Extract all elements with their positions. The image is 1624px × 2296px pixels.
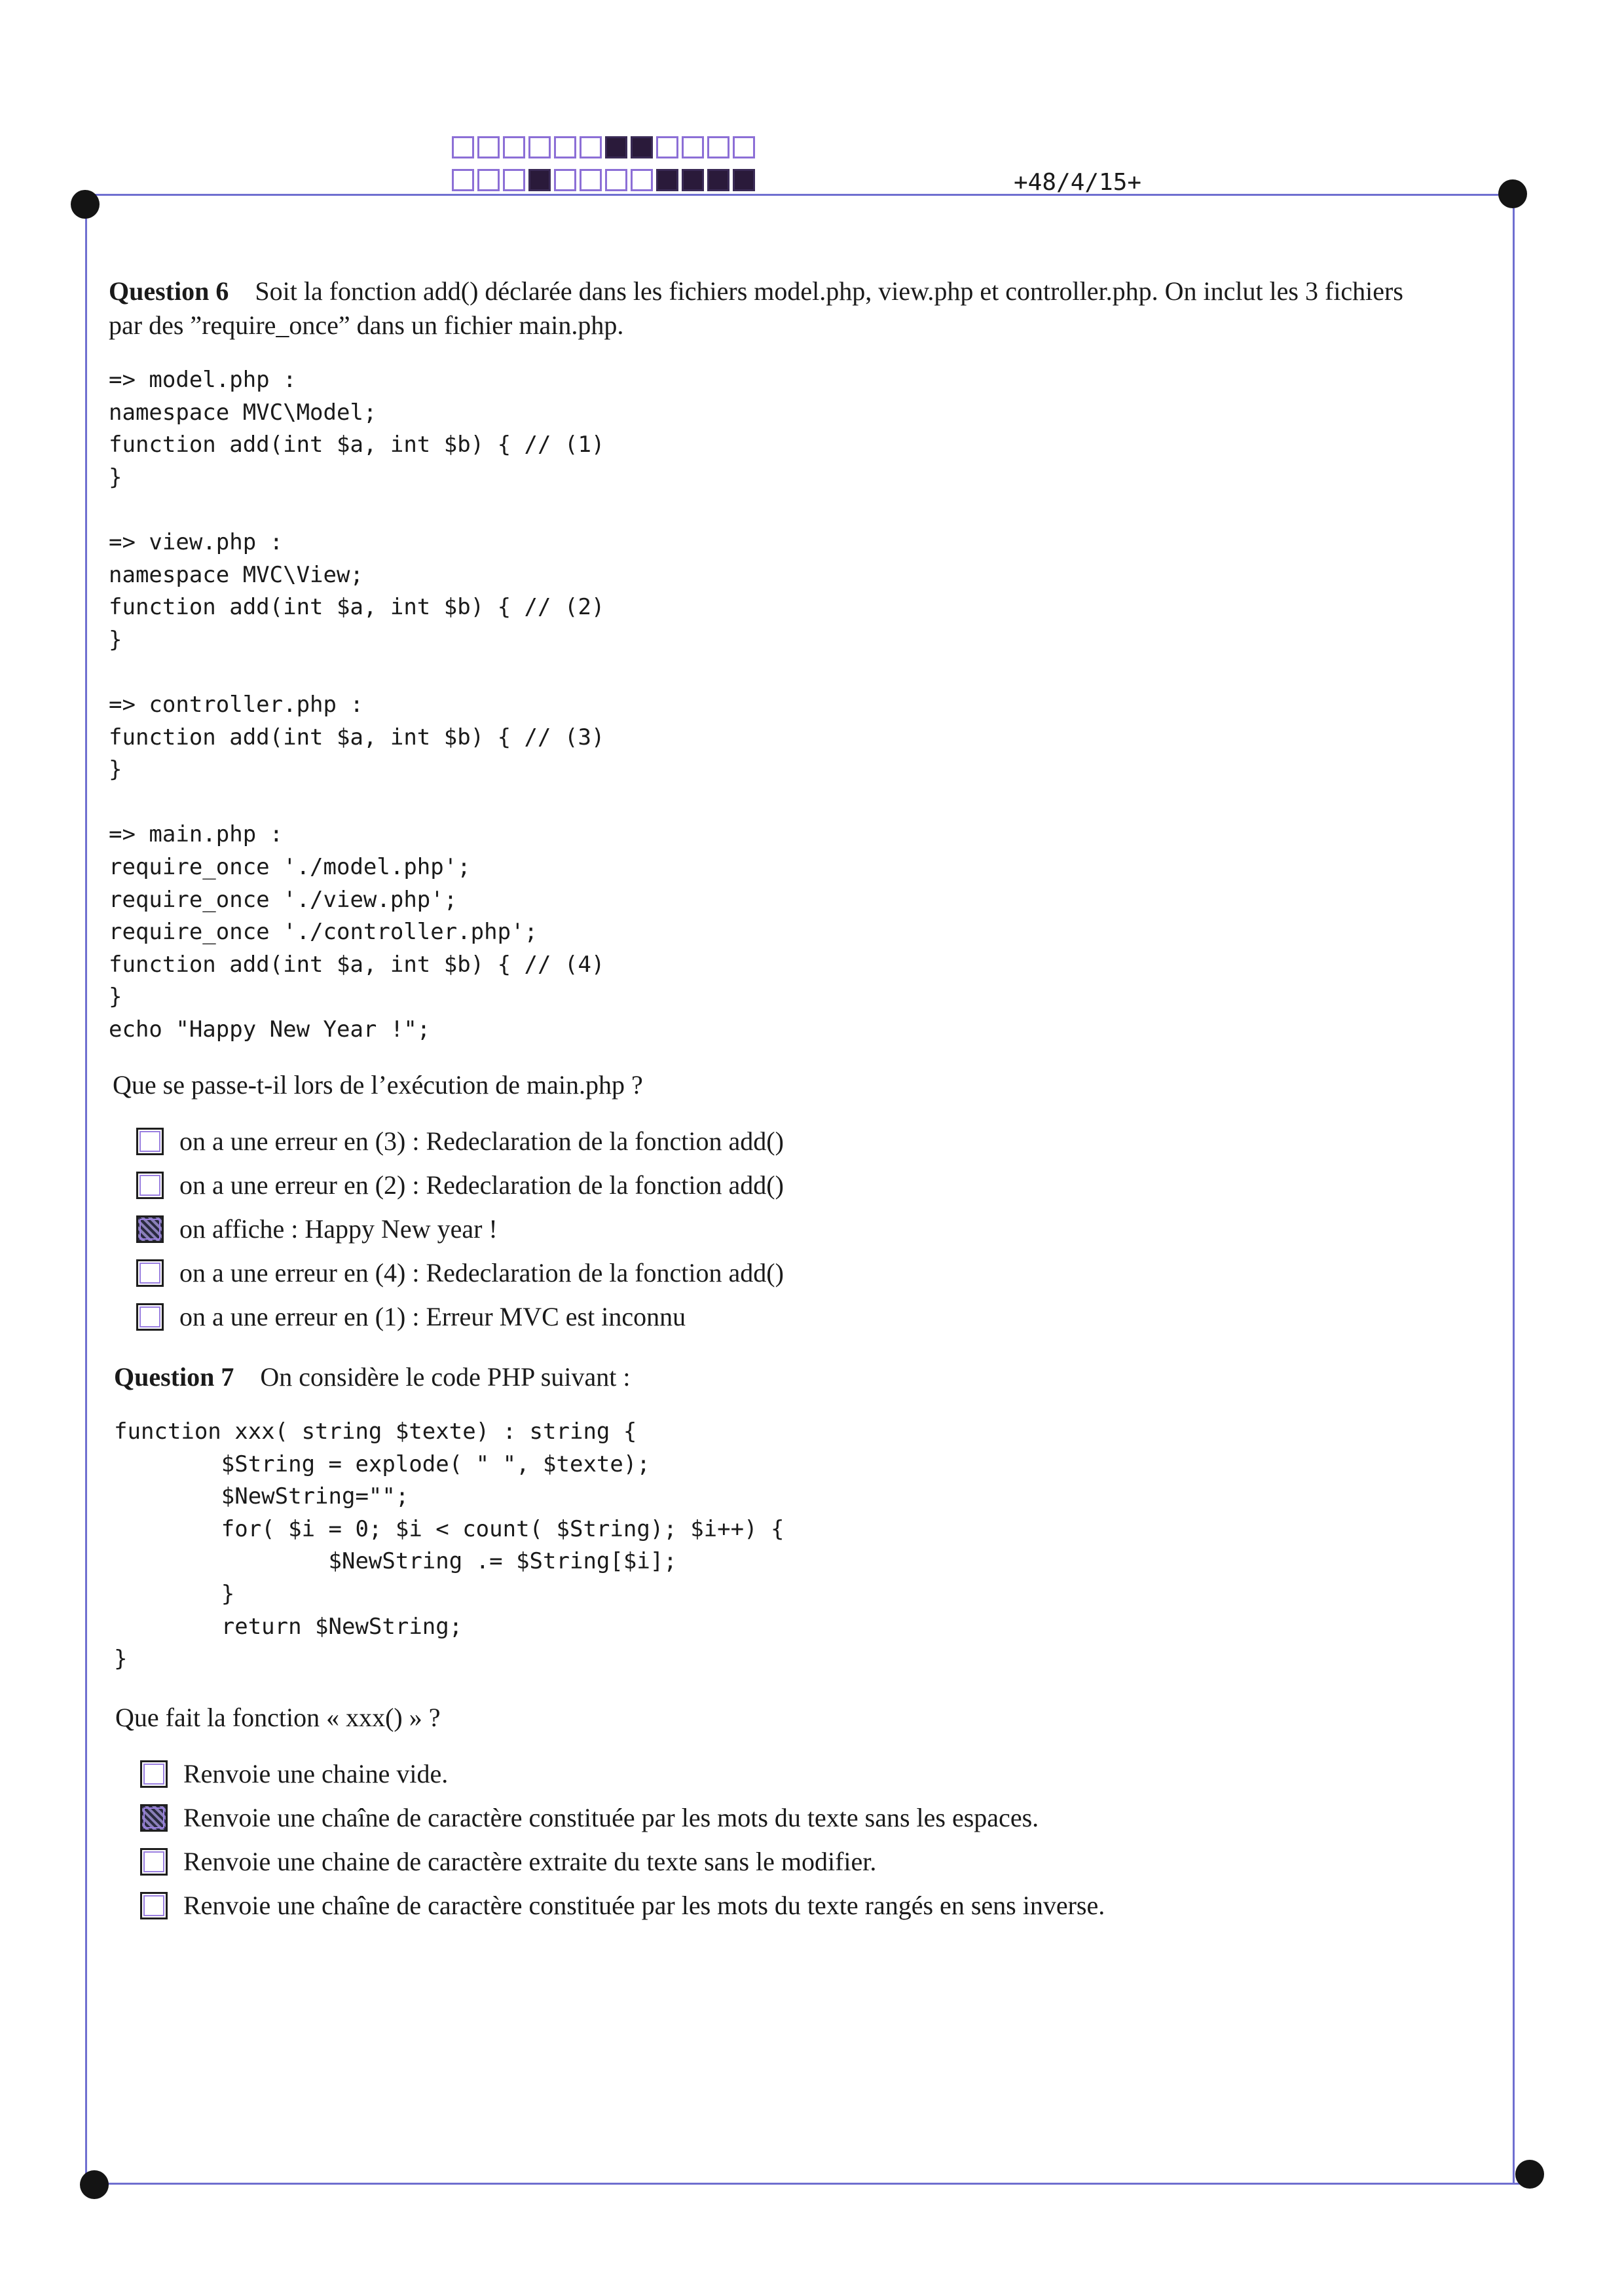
question-6-intro-line1: Soit la fonction add() déclarée dans les fichiers model.php, view.php et controller.php. On inclut les 3 fichiers: [255, 276, 1403, 306]
question-6-prompt: Que se passe-t-il lors de l’exécution de main.php ?: [113, 1070, 643, 1100]
corner-mark-top-right: [1498, 179, 1527, 208]
code-bit: [733, 136, 755, 158]
frame-top-line: [85, 194, 1514, 196]
code-bit: [656, 169, 678, 191]
frame-left-line: [85, 194, 87, 2185]
question-7-prompt: Que fait la fonction « xxx() » ?: [115, 1703, 441, 1732]
code-bit: [580, 169, 602, 191]
question-7-code: function xxx( string $texte) : string { $String = explode( " ", $texte); $NewString=""; for( $i = 0; $i < count( $String); $i++) { $NewString .= $String[$i]; } return $NewString; }: [114, 1418, 784, 1673]
answer-option[interactable]: [136, 1210, 498, 1248]
code-bit: [503, 169, 525, 191]
code-bit: [733, 169, 755, 191]
code-bit: [631, 169, 653, 191]
answer-text: on a une erreur en (3) : Redeclaration de la fonction add(): [179, 1126, 784, 1156]
question-6-intro: [109, 272, 1403, 310]
corner-mark-top-left: [71, 190, 100, 219]
question-6-label: Question 6: [109, 276, 229, 306]
answer-checkbox[interactable]: [136, 1172, 164, 1199]
code-bit: [656, 136, 678, 158]
answer-option[interactable]: [136, 1122, 784, 1160]
code-bit: [477, 169, 500, 191]
answer-text: on a une erreur en (2) : Redeclaration de la fonction add(): [179, 1170, 784, 1200]
answer-option[interactable]: [136, 1298, 686, 1336]
frame-right-line: [1513, 194, 1515, 2185]
code-bit: [528, 136, 551, 158]
answer-checkbox[interactable]: [136, 1215, 164, 1243]
code-bit: [503, 136, 525, 158]
answer-text: Renvoie une chaine vide.: [183, 1759, 449, 1788]
code-bit: [682, 169, 704, 191]
answer-checkbox[interactable]: [136, 1259, 164, 1287]
code-bit: [682, 136, 704, 158]
code-bit: [452, 136, 474, 158]
answer-option[interactable]: [140, 1755, 448, 1793]
question-6-code: => model.php : namespace MVC\Model; function add(int $a, int $b) { // (1) } => view.php : namespace MVC\View; function add(int $a, int $b) { // (2) } => controller.php : function add(int $a, int $b) { // (3) } => main.php : require_once './model.php'; require_once './view.php'; require_once './controller.php'; function add(int $a, int $b) { // (4) } echo "Happy New Year !";: [109, 367, 605, 1043]
question-6-intro-line2: par des ”require_once” dans un fichier main.php.: [109, 310, 624, 340]
answer-text: Renvoie une chaîne de caractère constituée par les mots du texte rangés en sens inverse.: [183, 1891, 1105, 1920]
answer-checkbox[interactable]: [140, 1760, 168, 1788]
answer-text: Renvoie une chaine de caractère extraite du texte sans le modifier.: [183, 1847, 877, 1876]
answer-checkbox[interactable]: [136, 1303, 164, 1331]
corner-mark-bottom-left: [80, 2170, 109, 2199]
code-bit: [580, 136, 602, 158]
answer-text: on affiche : Happy New year !: [179, 1214, 498, 1244]
code-bit: [554, 136, 576, 158]
corner-mark-bottom-right: [1515, 2160, 1544, 2189]
code-bit: [528, 169, 551, 191]
answer-checkbox[interactable]: [136, 1128, 164, 1155]
question-7-intro: [114, 1358, 630, 1396]
question-7-intro-text: On considère le code PHP suivant :: [260, 1362, 631, 1392]
code-bit: [477, 136, 500, 158]
answer-option[interactable]: [136, 1166, 784, 1204]
frame-bottom-line: [94, 2183, 1530, 2185]
page-id: +48/4/15+: [1014, 169, 1142, 196]
answer-option[interactable]: [140, 1843, 876, 1881]
answer-option[interactable]: [136, 1254, 784, 1292]
code-bit: [605, 169, 627, 191]
question-7-label: Question 7: [114, 1362, 234, 1392]
answer-text: Renvoie une chaîne de caractère constituée par les mots du texte sans les espaces.: [183, 1803, 1039, 1832]
code-bit: [605, 136, 627, 158]
code-bit: [707, 169, 729, 191]
answer-checkbox[interactable]: [140, 1848, 168, 1876]
code-bit: [452, 169, 474, 191]
code-bit: [554, 169, 576, 191]
answer-text: on a une erreur en (1) : Erreur MVC est inconnu: [179, 1302, 686, 1331]
answer-checkbox[interactable]: [140, 1892, 168, 1919]
answer-checkbox[interactable]: [140, 1804, 168, 1832]
answer-option[interactable]: [140, 1799, 1039, 1837]
answer-text: on a une erreur en (4) : Redeclaration de la fonction add(): [179, 1258, 784, 1287]
code-bit: [707, 136, 729, 158]
code-bit: [631, 136, 653, 158]
answer-option[interactable]: [140, 1887, 1105, 1925]
